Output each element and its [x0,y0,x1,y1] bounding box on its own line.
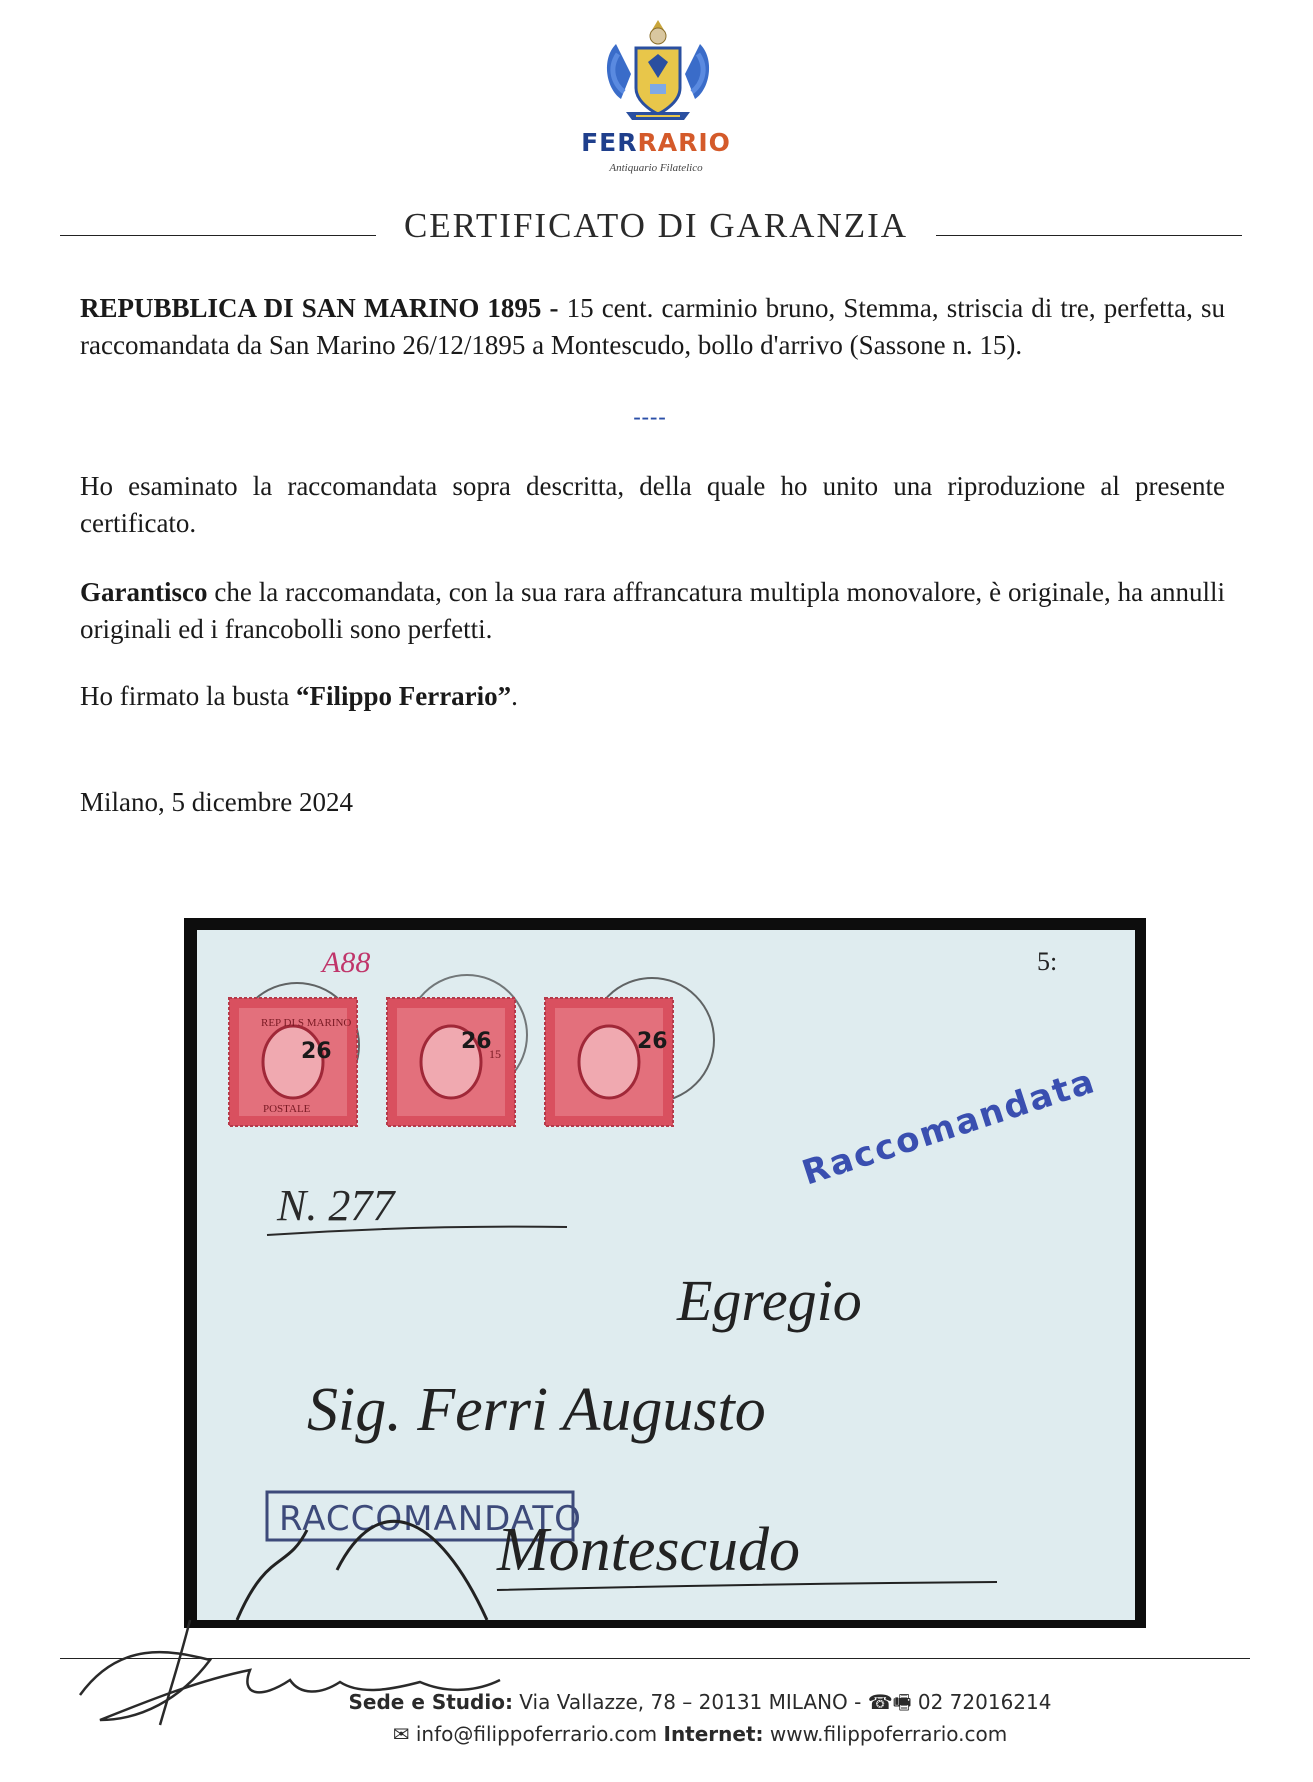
signed-text: Ho firmato la busta [80,681,296,711]
description-heading: REPUBBLICA DI SAN MARINO 1895 - [80,293,559,323]
place-date: Milano, 5 dicembre 2024 [80,787,353,817]
examination-paragraph: Ho esaminato la raccomandata sopra descritta, della quale ho unito una riproduzione al presente certificato. [80,471,1225,538]
address-name: Sig. Ferri Augusto [307,1376,766,1444]
brand-name [556,128,756,157]
postmark-day-2: 26 [461,1029,492,1054]
title-rule-right [936,235,1242,236]
signed-name: “Filippo Ferrario” [295,681,512,711]
signed-paragraph [80,678,1225,715]
footer-phone: 02 72016214 [911,1690,1052,1714]
footer-address-text: Via Vallazze, 78 – 20131 MILANO - [512,1690,868,1714]
cover-image [197,930,1135,1620]
brand-tagline: Antiquario Filatelico [609,162,703,174]
footer-email[interactable]: info@filippoferrario.com [409,1722,664,1746]
stamp-1 [229,998,357,1126]
separator: ---- [633,404,667,429]
stamp-3 [545,998,673,1126]
guarantee-text: che la raccomandata, con la sua rara affrancatura multipla monovalore, è originale, ha annulli originali ed i francobolli sono perfetti. [80,577,1225,644]
address-salutation: Egregio [677,1268,862,1333]
stamp-description [80,290,1225,364]
stamp-bottom-legend: POSTALE [263,1103,311,1115]
footer-website[interactable]: www.filippoferrario.com [763,1722,1008,1746]
ferrario-crest-logo [596,14,720,134]
cover-illustration [197,930,1135,1620]
corner-note: 5: [1037,947,1058,976]
registration-number: N. 277 [277,1181,395,1230]
certificate-title: CERTIFICATO DI GARANZIA [403,206,909,245]
guarantee-paragraph [80,574,1225,648]
brand-name-highlight: RARIO [637,128,731,157]
pencil-note: A88 [322,946,371,979]
boxed-stamp: RACCOMANDATO [279,1499,582,1539]
guarantee-keyword: Garantisco [80,577,208,607]
phone-fax-icon: ☎🖷 [867,1690,912,1714]
envelope-icon: ✉ [392,1722,410,1746]
postmark-day: 26 [301,1039,332,1064]
description-text: 15 cent. carminio bruno, Stemma, striscia di tre, perfetta, su raccomandata da San Marino 26/12/1895 a Montescudo, bollo d'arrivo (Sassone n. 15). [80,293,1226,360]
brand-name-part: FER [581,128,638,157]
footer-contact [200,1722,1200,1746]
signed-end: . [511,681,518,711]
footer-address [200,1688,1200,1722]
footer-internet-label: Internet: [663,1722,764,1746]
title-rule-left [60,235,376,236]
raccomandata-stamp: Raccomandata [797,1061,1101,1194]
stamp-2 [387,998,515,1126]
stamp-value: 15 [489,1047,501,1061]
footer-address-label: Sede e Studio: [348,1690,513,1714]
postmark-day-3: 26 [637,1029,668,1054]
stamp-legend: REP DI S MARINO [261,1017,352,1029]
address-town: Montescudo [497,1516,801,1584]
